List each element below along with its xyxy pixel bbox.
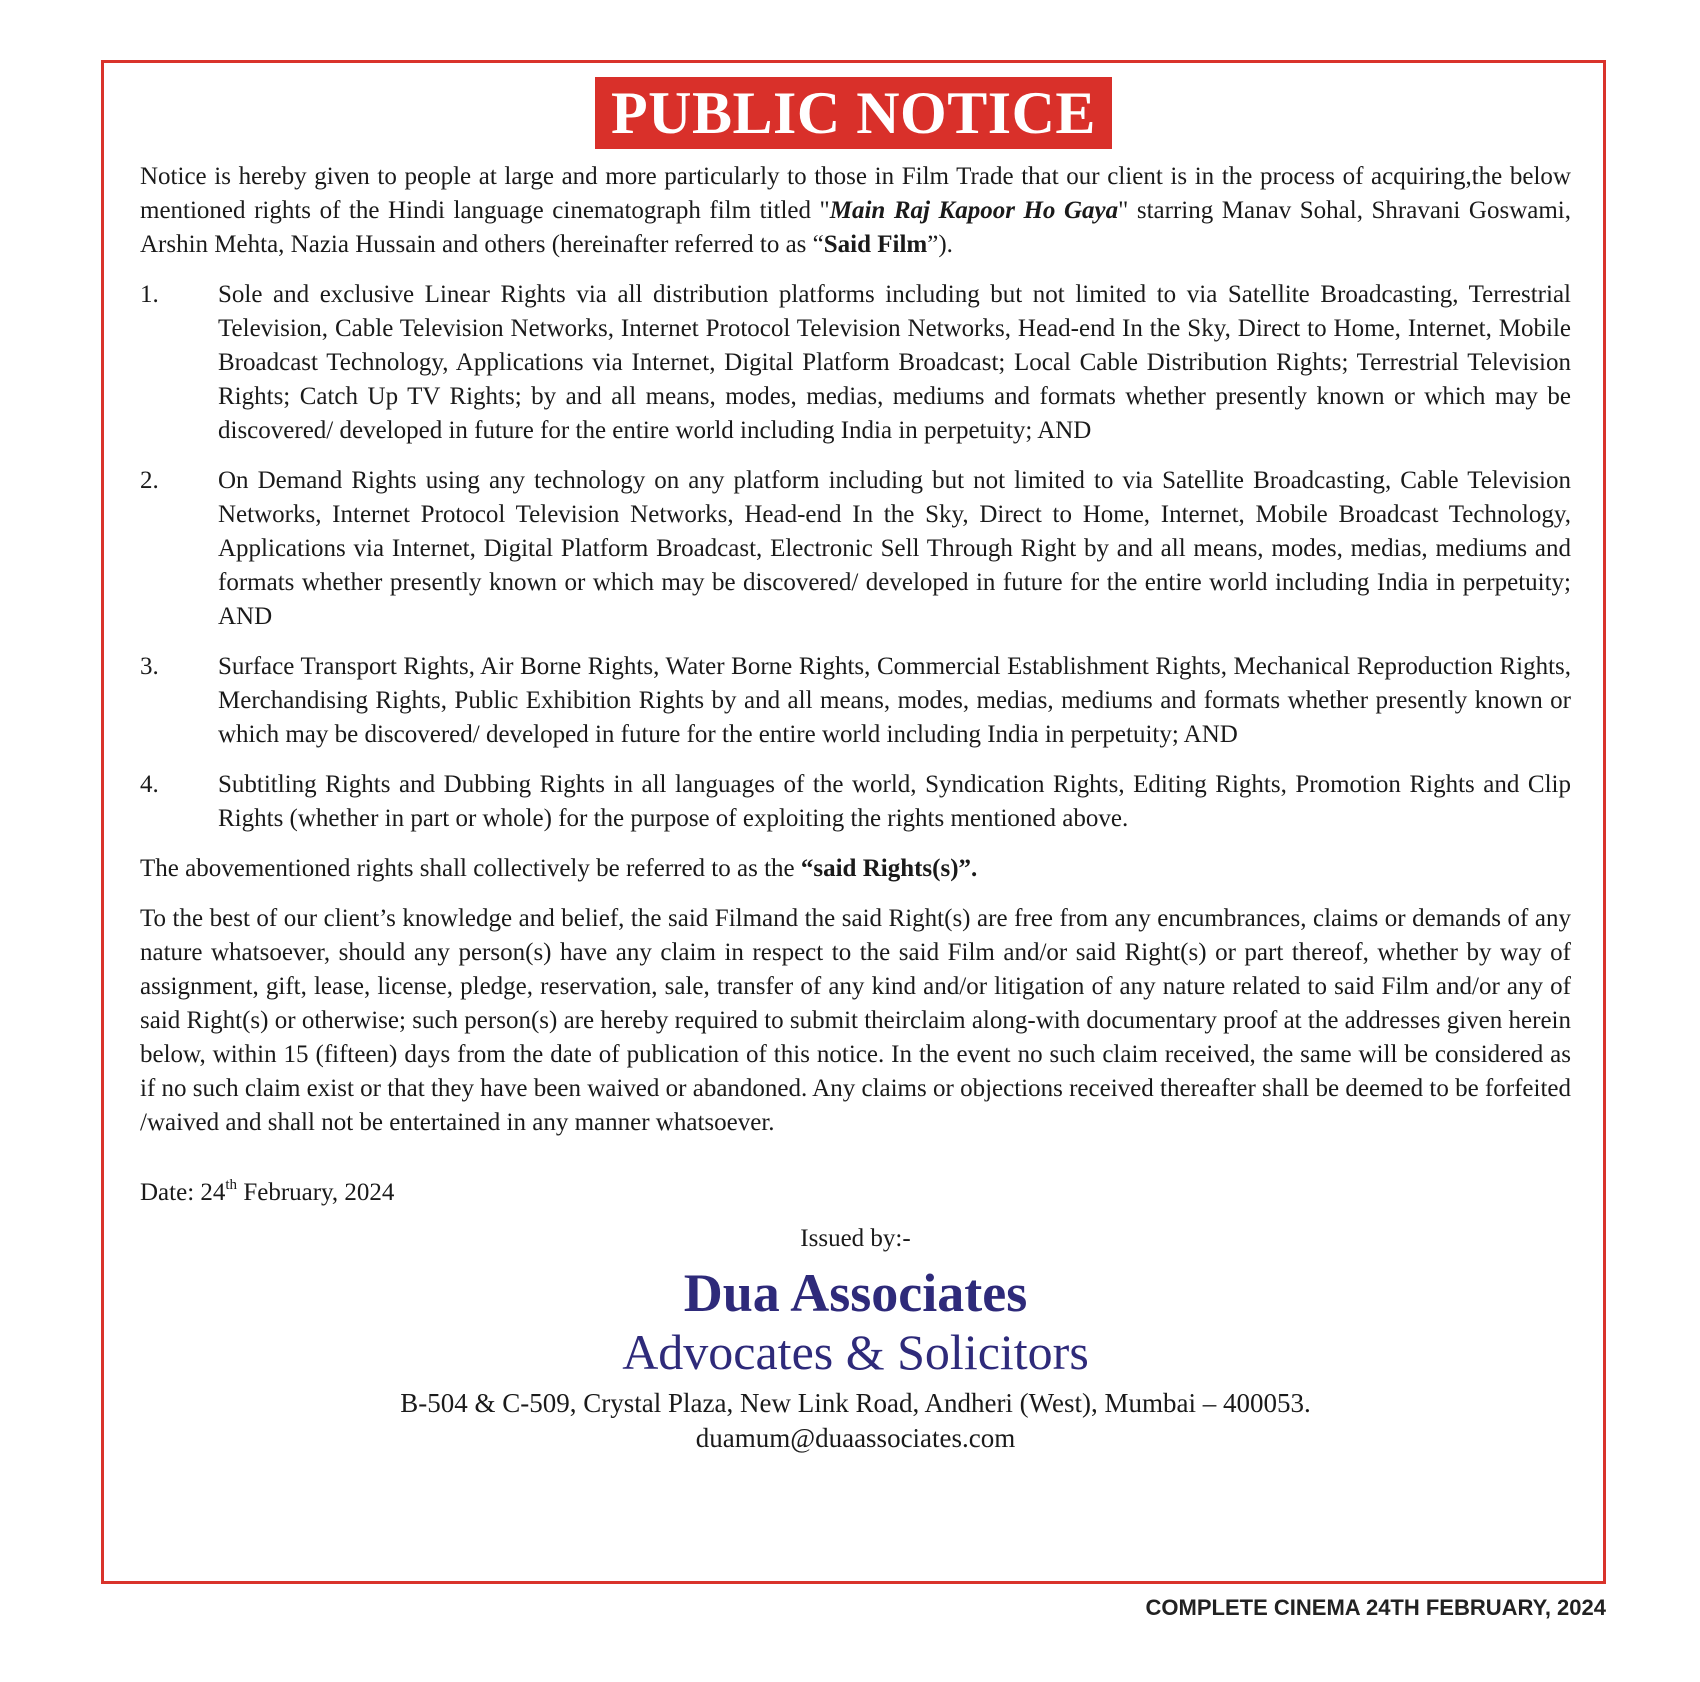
- intro-closing: ”).: [927, 231, 953, 258]
- rights-item-text: On Demand Rights using any technology on any platform including but not limited to via Satellite Broadcasting, Cable Television Networks, Internet Protocol Television Networks, Head-end In the Sky, Direct to Home, Internet, Mobile Broadcast Technology, Applications via Internet, Digital Platform Broadcast, Electronic Sell Through Right by and all means, modes, medias, mediums and formats whether presently known or which may be discovered/ developed in future for the entire world including India in perpetuity; AND: [218, 467, 1571, 630]
- said-film-term: Said Film: [823, 231, 928, 258]
- date-prefix: Date: 24: [140, 1179, 226, 1206]
- intro-paragraph: [140, 160, 1571, 262]
- rights-item: [140, 278, 1571, 448]
- firm-name: Dua Associates: [683, 1263, 1028, 1323]
- firm-email: duamum@duaassociates.com: [695, 1423, 1016, 1453]
- date-rest: February, 2024: [237, 1179, 395, 1206]
- notice-date: [140, 1176, 1571, 1210]
- intro-cast: " starring Manav Sohal, Shravani Goswami, Arshin Mehta, Nazia Hussain and others (hereinafter referred to as “: [140, 197, 1571, 258]
- rights-item-text: Surface Transport Rights, Air Borne Rights, Water Borne Rights, Commercial Establishment Rights, Mechanical Reproduction Rights, Merchandising Rights, Public Exhibition Rights by and all means, modes, medias, mediums and formats whether presently known or which may be discovered/ developed in future for the entire world including India in perpetuity; AND: [218, 653, 1571, 748]
- rights-item-number: 3.: [140, 653, 159, 680]
- collective-text: The abovementioned rights shall collectively be referred to as the: [140, 855, 801, 882]
- issued-by-label: Issued by:-: [800, 1225, 911, 1252]
- rights-item: [140, 650, 1571, 752]
- rights-item: [140, 768, 1571, 836]
- firm-address: B-504 & C-509, Crystal Plaza, New Link Road, Andheri (West), Mumbai – 400053.: [400, 1388, 1311, 1418]
- publication-footer: COMPLETE CINEMA 24TH FEBRUARY, 2024: [1145, 1595, 1606, 1620]
- notice-frame: [101, 60, 1606, 1584]
- rights-item-text: Subtitling Rights and Dubbing Rights in all languages of the world, Syndication Rights, Editing Rights, Promotion Rights and Clip Rights (whether in part or whole) for the purpose of exploiting the rights mentioned above.: [218, 771, 1571, 832]
- film-title: Main Raj Kapoor Ho Gaya: [829, 197, 1119, 224]
- firm-subtitle: Advocates & Solicitors: [622, 1324, 1089, 1380]
- rights-item-number: 2.: [140, 467, 159, 494]
- rights-item-number: 1.: [140, 281, 159, 308]
- rights-item-number: 4.: [140, 771, 159, 798]
- rights-list: [140, 278, 1571, 836]
- intro-text: Notice is hereby given to people at large and more particularly to those in Film Trade that our client is in the process of acquiring,the below mentioned rights of the Hindi language cinematograph film titled ": [140, 163, 1571, 224]
- collective-paragraph: [140, 852, 1571, 886]
- claims-paragraph: To the best of our client’s knowledge and belief, the said Filmand the said Right(s) are free from any encumbrances, claims or demands of any nature whatsoever, should any person(s) have any claim in respect to the said Film and/or said Right(s) or part thereof, whether by way of assignment, gift, lease, license, pledge, reservation, sale, transfer of any kind and/or litigation of any nature related to said Film and/or any of said Right(s) or otherwise; such person(s) are hereby required to submit theirclaim along-with documentary proof at the addresses given herein below, within 15 (fifteen) days from the date of publication of this notice. In the event no such claim received, the same will be considered as if no such claim exist or that they have been waived or abandoned. Any claims or objections received thereafter shall be deemed to be forfeited /waived and shall not be entertained in any manner whatsoever.: [140, 905, 1571, 1136]
- title-wrap: [104, 77, 1603, 149]
- rights-item: [140, 464, 1571, 634]
- rights-item-text: Sole and exclusive Linear Rights via all distribution platforms including but not limited to via Satellite Broadcasting, Terrestrial Television, Cable Television Networks, Internet Protocol Television Networks, Head-end In the Sky, Direct to Home, Internet, Mobile Broadcast Technology, Applications via Internet, Digital Platform Broadcast; Local Cable Distribution Rights; Terrestrial Television Rights; Catch Up TV Rights; by and all means, modes, medias, mediums and formats whether presently known or which may be discovered/ developed in future for the entire world including India in perpetuity; AND: [218, 281, 1571, 444]
- notice-body: [140, 160, 1571, 1456]
- date-ordinal: th: [225, 1176, 238, 1193]
- notice-title: PUBLIC NOTICE: [595, 77, 1112, 149]
- said-rights-term: “said Rights(s)”.: [800, 855, 978, 882]
